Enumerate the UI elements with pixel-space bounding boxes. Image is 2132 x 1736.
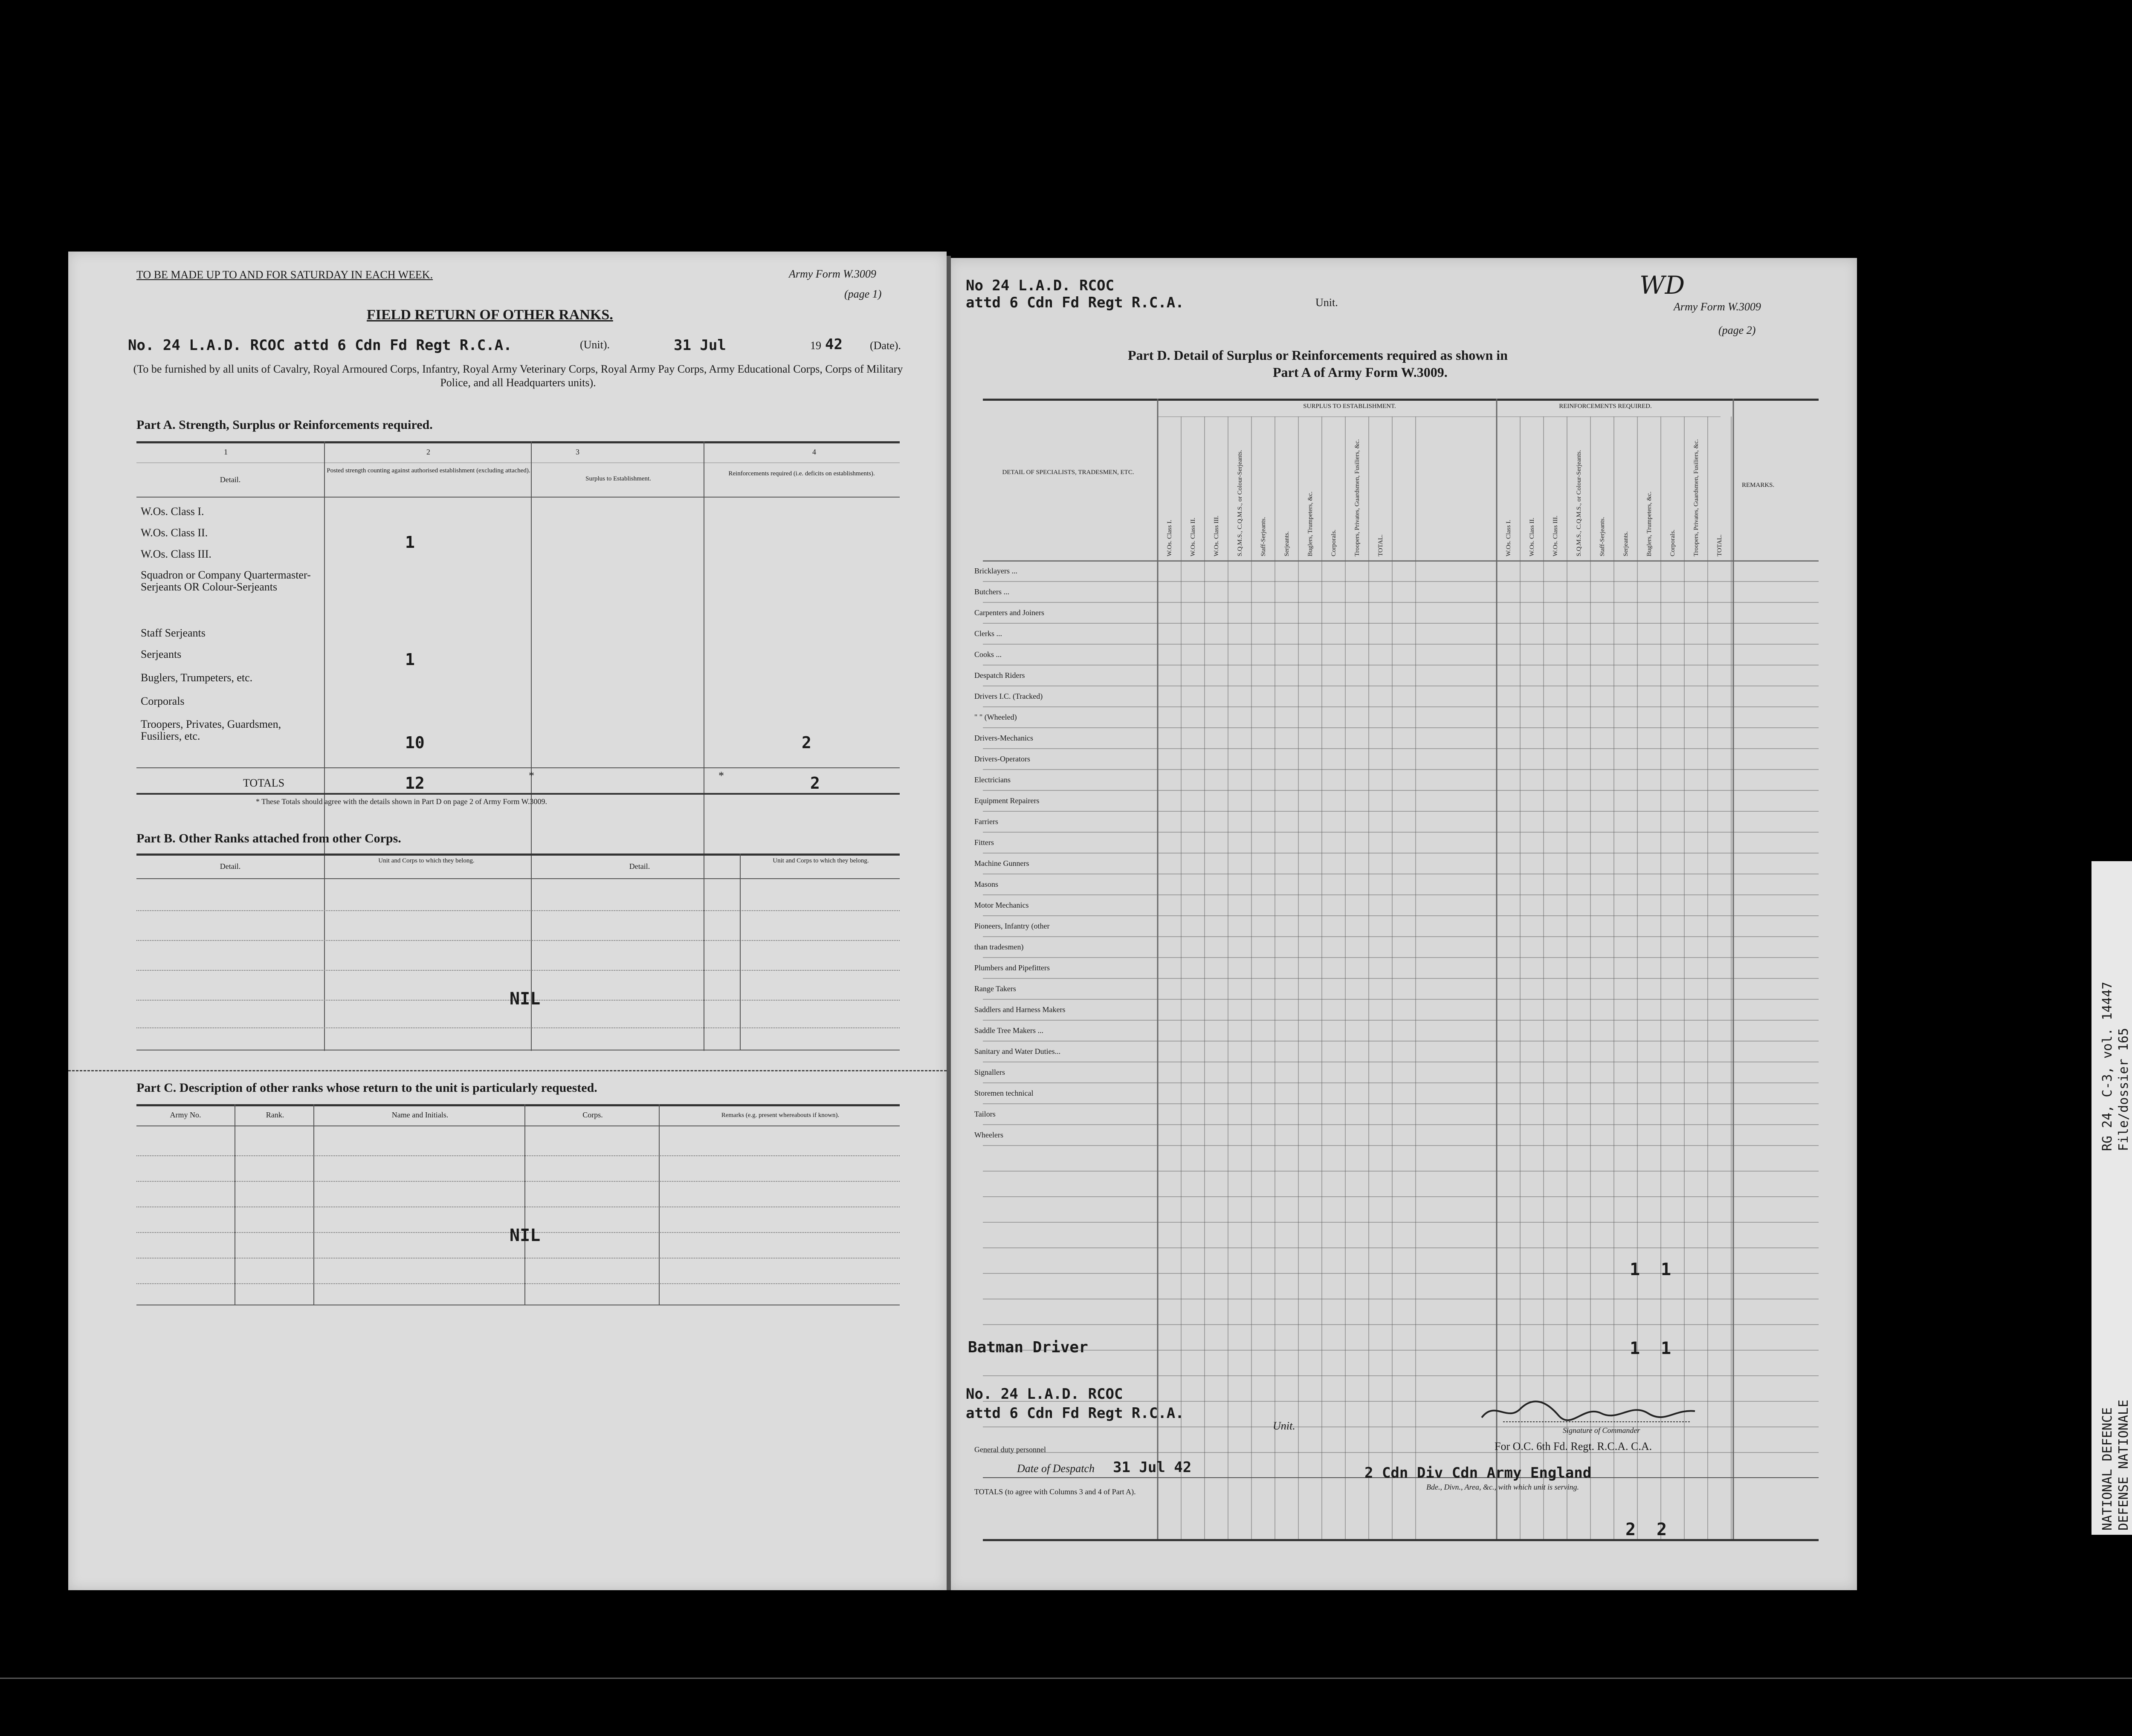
col-number: 3 xyxy=(576,448,579,456)
sub-column-label: TOTAL. xyxy=(1377,534,1384,556)
signature-label: Signature of Commander xyxy=(1563,1426,1640,1435)
trade-row-label: " " (Wheeled) xyxy=(974,713,1017,721)
unit-label: (Unit). xyxy=(580,339,610,351)
unit-line-2: attd 6 Cdn Fd Regt R.C.A. xyxy=(966,294,1184,311)
batman-driver-label: Batman Driver xyxy=(968,1339,1088,1356)
row-label: Corporals xyxy=(141,695,185,707)
col-header: Rank. xyxy=(266,1111,284,1119)
row-label: Staff Serjeants xyxy=(141,627,206,639)
posted-value: 10 xyxy=(405,733,425,752)
col-header-posted: Posted strength counting against authorised establishment (excluding attached). xyxy=(327,467,530,474)
reinforcement-value: 2 xyxy=(802,733,811,752)
row-label: Buglers, Trumpeters, etc. xyxy=(141,671,253,684)
trade-row-label: Drivers-Operators xyxy=(974,755,1030,763)
trade-row-label: Drivers I.C. (Tracked) xyxy=(974,692,1043,700)
part-b-heading: Part B. Other Ranks attached from other Corps. xyxy=(136,831,401,845)
sub-column-label: Buglers, Trumpeters, &c. xyxy=(1307,491,1314,556)
reinforcements-header: REINFORCEMENTS REQUIRED. xyxy=(1559,403,1652,410)
totals-star: * xyxy=(718,770,724,782)
col-header: Unit and Corps to which they belong. xyxy=(378,857,475,864)
sub-column-label: Troopers, Privates, Guardsmen, Fusiliers, &c. xyxy=(1354,439,1361,556)
trade-row-label: Storemen technical xyxy=(974,1089,1034,1097)
trade-row-label: Wheelers xyxy=(974,1131,1003,1139)
year-prefix: 19 xyxy=(810,339,821,352)
archive-reference-2: File/dossier 165 xyxy=(2116,1028,2131,1151)
instructions: (To be furnished by all units of Cavalry, Royal Armoured Corps, Infantry, Royal Army Veterinary Corps, Royal Army Pay Corps, Army Educational Corps, Corps of Military Police, and all Headquarters units). xyxy=(133,363,903,389)
totals-reinforcements: 2 xyxy=(810,774,820,793)
col-header-reinforcements: Reinforcements required (i.e. deficits on establishments). xyxy=(728,470,875,477)
trade-row-label: Pioneers, Infantry (other xyxy=(974,922,1050,930)
part-b-nil: NIL xyxy=(510,989,541,1009)
sub-column-label: W.Os. Class I. xyxy=(1166,520,1173,556)
totals-star: * xyxy=(529,770,534,782)
footer-unit-1: No. 24 L.A.D. RCOC xyxy=(966,1386,1123,1403)
col-header-detail: Detail. xyxy=(220,475,241,484)
row-label: Troopers, Privates, Guardsmen, Fusiliers, etc. xyxy=(141,718,281,742)
col-header: Detail. xyxy=(220,862,241,871)
trade-row-label: Signallers xyxy=(974,1068,1005,1076)
sub-column-label: Staff-Serjeants. xyxy=(1599,517,1606,556)
location: 2 Cdn Div Cdn Army England xyxy=(1364,1464,1592,1481)
totals-corporals: 2 xyxy=(1625,1520,1636,1539)
totals-label: TOTALS xyxy=(243,777,285,789)
trade-row-label: Fitters xyxy=(974,838,994,847)
row-label: W.Os. Class I. xyxy=(141,505,204,518)
page-fold xyxy=(947,256,951,1590)
trade-row-label: Saddlers and Harness Makers xyxy=(974,1005,1066,1014)
col-number: 1 xyxy=(224,448,228,456)
trade-row-label: Tailors xyxy=(974,1110,996,1118)
date-label: (Date). xyxy=(870,339,901,352)
sub-column-label: Corporals. xyxy=(1330,529,1337,556)
trade-row-label: Motor Mechanics xyxy=(974,901,1029,909)
trade-row-label: Cooks ... xyxy=(974,650,1002,659)
despatch-label: Date of Despatch xyxy=(1017,1462,1095,1475)
signed-for: For O.C. 6th Fd. Regt. R.C.A. C.A. xyxy=(1495,1440,1652,1452)
archive-reference-1: RG 24, C-3, vol. 14447 xyxy=(2100,981,2115,1151)
sub-column-label: Buglers, Trumpeters, &c. xyxy=(1646,491,1653,556)
trade-row-label: Sanitary and Water Duties... xyxy=(974,1047,1061,1056)
remarks-header: REMARKS. xyxy=(1742,482,1775,489)
trade-row-label: Range Takers xyxy=(974,984,1016,993)
trade-row-label: Clerks ... xyxy=(974,629,1002,638)
col-header: Army No. xyxy=(170,1111,201,1119)
trade-row-label: Farriers xyxy=(974,817,998,826)
trade-row-label: Saddle Tree Makers ... xyxy=(974,1026,1043,1035)
sub-column-label: Serjeants. xyxy=(1283,531,1290,556)
page-number: (page 1) xyxy=(844,288,882,300)
batman-corporals: 1 xyxy=(1630,1339,1640,1358)
form-reference: Army Form W.3009 xyxy=(1674,301,1761,313)
sub-column-label: S.Q.M.S., C.Q.M.S., or Colour-Serjeants. xyxy=(1576,450,1582,556)
part-c-nil: NIL xyxy=(510,1226,541,1245)
trade-row-label: than tradesmen) xyxy=(974,943,1024,951)
footer-unit-2: attd 6 Cdn Fd Regt R.C.A. xyxy=(966,1405,1184,1422)
defense-nationale: DEFENSE NATIONALE xyxy=(2116,1399,2131,1531)
trade-row-label: Drivers-Mechanics xyxy=(974,734,1033,742)
batman-total: 1 xyxy=(1661,1339,1671,1358)
col-number: 4 xyxy=(812,448,816,456)
posted-value: 1 xyxy=(405,533,415,552)
totals-label: TOTALS (to agree with Columns 3 and 4 of Part A). xyxy=(974,1487,1136,1496)
date-typed: 31 Jul xyxy=(674,337,726,354)
row-label: Serjeants xyxy=(141,648,182,660)
totals-posted: 12 xyxy=(405,774,425,793)
trade-row-label: Machine Gunners xyxy=(974,859,1029,868)
despatch-date: 31 Jul 42 xyxy=(1113,1459,1192,1476)
sub-column-label: Serjeants. xyxy=(1622,531,1629,556)
general-duty-label: General duty personnel xyxy=(974,1445,1046,1454)
trade-row-label: Carpenters and Joiners xyxy=(974,608,1044,617)
trade-row-label: Masons xyxy=(974,880,999,888)
col-header: Corps. xyxy=(582,1111,603,1119)
archive-label xyxy=(2091,861,2132,1535)
col-header: Remarks (e.g. present whereabouts if known). xyxy=(721,1112,840,1119)
col-header: Name and Initials. xyxy=(391,1111,449,1119)
row-label: W.Os. Class III. xyxy=(141,548,211,560)
sub-column-label: W.Os. Class III. xyxy=(1213,515,1220,556)
sub-column-label: Corporals. xyxy=(1669,529,1676,556)
sub-column-label: TOTAL. xyxy=(1716,534,1723,556)
storemen-corporals: 1 xyxy=(1630,1260,1640,1279)
unit-label: Unit. xyxy=(1315,296,1338,309)
trade-row-label: Equipment Repairers xyxy=(974,796,1040,805)
form-page-1 xyxy=(68,252,947,1590)
form-title: FIELD RETURN OF OTHER RANKS. xyxy=(367,307,613,323)
row-label: W.Os. Class II. xyxy=(141,527,208,539)
posted-value: 1 xyxy=(405,650,415,669)
trade-row-label: Bricklayers ... xyxy=(974,567,1017,575)
totals-total: 2 xyxy=(1657,1520,1667,1539)
unit-typed: No. 24 L.A.D. RCOC attd 6 Cdn Fd Regt R.C.A. xyxy=(128,337,512,354)
sub-column-label: W.Os. Class II. xyxy=(1190,518,1196,556)
location-label: Bde., Divn., Area, &c., with which unit is serving. xyxy=(1426,1483,1579,1491)
film-edge xyxy=(0,1678,2132,1679)
col-header: Detail. xyxy=(629,862,650,871)
year-typed: 42 xyxy=(825,336,843,353)
col-header: Unit and Corps to which they belong. xyxy=(773,857,869,864)
part-a-heading: Part A. Strength, Surplus or Reinforcements required. xyxy=(136,418,433,432)
commander-signature xyxy=(1477,1392,1699,1430)
page-number: (page 2) xyxy=(1718,324,1756,336)
national-defence: NATIONAL DEFENCE xyxy=(2100,1407,2115,1531)
storemen-total: 1 xyxy=(1661,1260,1671,1279)
sub-column-label: W.Os. Class III. xyxy=(1552,515,1559,556)
part-c-heading: Part C. Description of other ranks whose return to the unit is particularly requested. xyxy=(136,1081,597,1095)
handwritten-mark: WD xyxy=(1640,271,1685,300)
col-number: 2 xyxy=(426,448,430,456)
col-header-surplus: Surplus to Establishment. xyxy=(585,475,651,482)
header-instruction: TO BE MADE UP TO AND FOR SATURDAY IN EACH WEEK. xyxy=(136,269,433,281)
sub-column-label: Staff-Serjeants. xyxy=(1260,517,1267,556)
part-a-footnote: * These Totals should agree with the details shown in Part D on page 2 of Army Form W.3009. xyxy=(256,797,547,806)
trade-row-label: Electricians xyxy=(974,775,1011,784)
part-d-heading-2: Part A of Army Form W.3009. xyxy=(1273,365,1448,380)
sub-column-label: W.Os. Class II. xyxy=(1529,518,1535,556)
detail-header: DETAIL OF SPECIALISTS, TRADESMEN, ETC. xyxy=(1002,469,1134,476)
trade-row-label: Despatch Riders xyxy=(974,671,1025,680)
form-reference: Army Form W.3009 xyxy=(789,268,876,280)
footer-unit-label: Unit. xyxy=(1273,1420,1295,1432)
part-d-heading-1: Part D. Detail of Surplus or Reinforcements required as shown in xyxy=(1128,347,1508,363)
trade-row-label: Plumbers and Pipefitters xyxy=(974,963,1050,972)
surplus-header: SURPLUS TO ESTABLISHMENT. xyxy=(1303,403,1396,410)
unit-line-1: No 24 L.A.D. RCOC xyxy=(966,277,1114,294)
page-2-footer xyxy=(949,1377,1857,1590)
sub-column-label: W.Os. Class I. xyxy=(1505,520,1512,556)
sub-column-label: S.Q.M.S., C.Q.M.S., or Colour-Serjeants. xyxy=(1237,450,1243,556)
sub-column-label: Troopers, Privates, Guardsmen, Fusiliers, &c. xyxy=(1693,439,1700,556)
row-label: Squadron or Company Quartermaster-Serjeants OR Colour-Serjeants xyxy=(141,569,311,593)
trade-row-label: Butchers ... xyxy=(974,587,1009,596)
